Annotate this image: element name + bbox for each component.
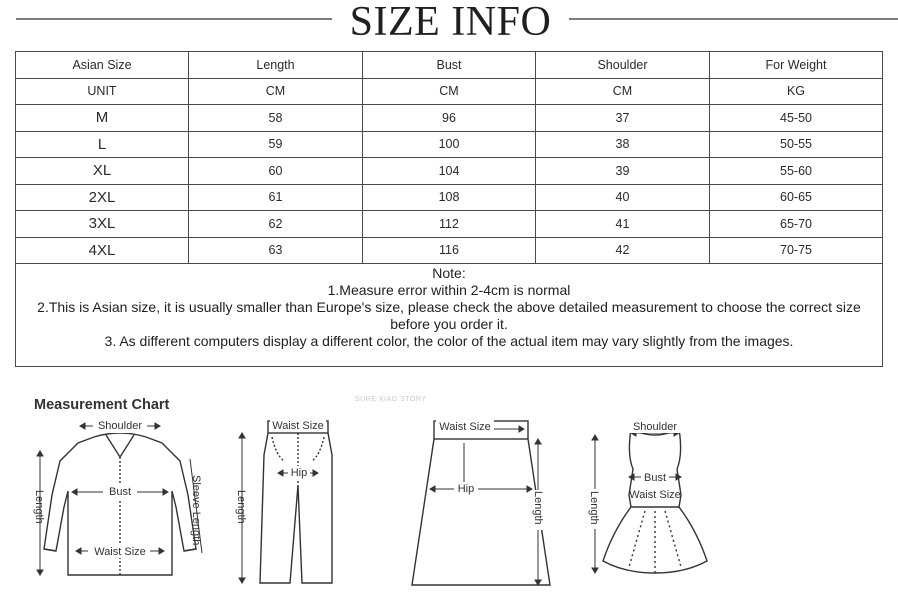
table-cell: 50-55 [710,131,883,158]
notes-row [16,264,883,367]
table-cell: 41 [536,211,710,238]
table-row [16,211,883,238]
table-cell: 112 [363,211,536,238]
dress-shoulder-label: Shoulder [632,421,678,433]
skirt-hip-label: Hip [457,483,475,495]
table-cell: 61 [189,184,363,211]
table-cell: 55-60 [710,158,883,185]
pants-outline [260,421,332,583]
shirt-diagram [30,415,210,587]
table-cell: 58 [189,105,363,132]
table-cell: 60-65 [710,184,883,211]
unit-cell: KG [710,78,883,105]
table-cell: 104 [363,158,536,185]
skirt-diagram [410,415,560,587]
skirt-outline [412,421,550,585]
note-line-2: 2.This is Asian size, it is usually smaller than Europe's size, please check the above detailed measurement to choose the correct size before you order it. [37,299,861,332]
size-cell: L [16,131,189,158]
header-cell: For Weight [710,52,883,79]
table-row [16,184,883,211]
table-cell: 59 [189,131,363,158]
table-header-row [16,52,883,79]
table-row [16,158,883,185]
table-cell: 100 [363,131,536,158]
shirt-waist-label: Waist Size [94,546,146,558]
header-cell: Shoulder [536,52,710,79]
pants-diagram [232,415,352,587]
table-cell: 42 [536,237,710,264]
table-cell: 116 [363,237,536,264]
header-cell: Length [189,52,363,79]
shirt-shoulder-label: Shoulder [97,420,143,432]
pants-length-label: Length [235,490,247,524]
title-rule-left [16,18,332,20]
dress-bust-label: Bust [643,472,667,484]
table-cell: 40 [536,184,710,211]
table-cell: 70-75 [710,237,883,264]
title-header [0,0,898,44]
shirt-bust-label: Bust [108,486,132,498]
pants-waist-label: Waist Size [272,420,324,432]
dress-diagram [585,415,705,587]
table-row [16,131,883,158]
title-rule-right [569,18,898,20]
header-cell: Bust [363,52,536,79]
size-cell: XL [16,158,189,185]
table-unit-row [16,78,883,105]
table-row [16,237,883,264]
table-cell: 96 [363,105,536,132]
note-line-1: 1.Measure error within 2-4cm is normal [327,282,571,298]
unit-cell: CM [363,78,536,105]
table-cell: 39 [536,158,710,185]
note-line-3: 3. As different computers display a different color, the color of the actual item may vary slightly from the images. [104,333,794,349]
size-cell: 4XL [16,237,189,264]
header-cell: Asian Size [16,52,189,79]
measurement-chart-title: Measurement Chart [34,397,170,413]
table-cell: 45-50 [710,105,883,132]
dress-waist-label: Waist Size [629,489,681,501]
skirt-waist-label: Waist Size [439,421,491,433]
skirt-length-label: Length [532,491,544,525]
table-row [16,105,883,132]
size-cell: 3XL [16,211,189,238]
size-cell: 2XL [16,184,189,211]
unit-cell: CM [189,78,363,105]
table-cell: 62 [189,211,363,238]
size-cell: M [16,105,189,132]
notes-cell [16,264,883,367]
table-cell: 37 [536,105,710,132]
unit-cell: UNIT [16,78,189,105]
shirt-sleeve-label: Sleeve Length [190,475,202,546]
table-cell: 63 [189,237,363,264]
notes-heading: Note: [432,265,466,281]
page-title: SIZE INFO [349,0,552,45]
dress-outline [603,429,707,573]
table-cell: 60 [189,158,363,185]
store-watermark: SURE XIAO STORY [355,396,427,403]
shirt-length-label: Length [33,490,45,524]
table-cell: 65-70 [710,211,883,238]
table-cell: 38 [536,131,710,158]
pants-hip-label: Hip [290,467,308,479]
dress-length-label: Length [588,491,600,525]
table-cell: 108 [363,184,536,211]
unit-cell: CM [536,78,710,105]
size-table [15,51,883,367]
